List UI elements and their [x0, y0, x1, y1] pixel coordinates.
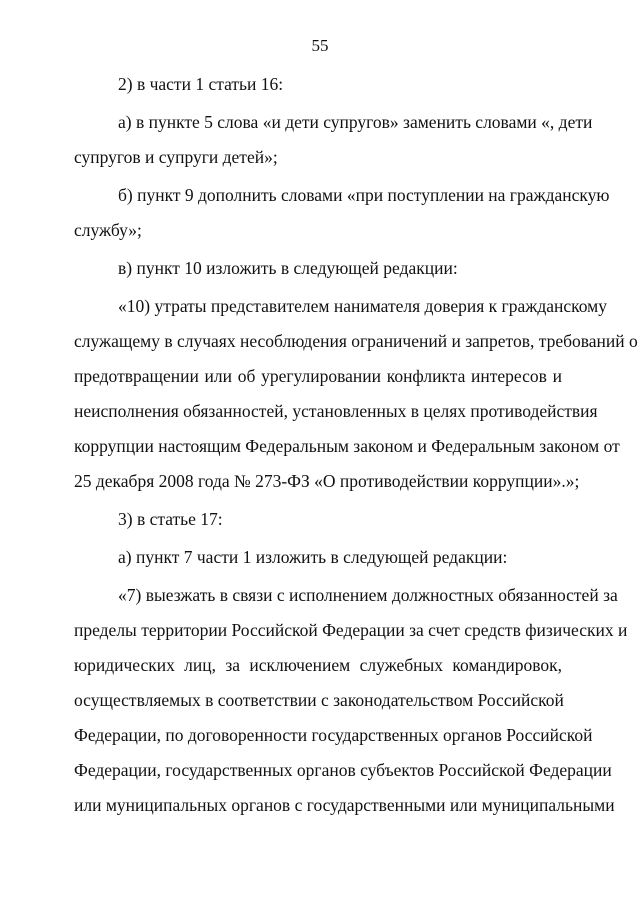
- text-line: коррупции настоящим Федеральным законом и Федеральным законом от: [74, 436, 620, 456]
- paragraph: [74, 66, 562, 102]
- text-line: Федерации, государственных органов субъектов Российской Федерации: [74, 760, 612, 780]
- text-line: 3) в статье 17:: [118, 509, 223, 529]
- text-line: предотвращении или об урегулировании конфликта интересов и: [74, 366, 562, 386]
- text-line: пределы территории Российской Федерации за счет средств физических и: [74, 620, 628, 640]
- text-line: службу»;: [74, 220, 142, 240]
- text-line: служащему в случаях несоблюдения ограничений и запретов, требований о: [74, 331, 638, 351]
- text-line: юридических лиц, за исключением служебных командировок,: [74, 655, 562, 675]
- text-line: или муниципальных органов с государственными или муниципальными: [74, 795, 615, 815]
- paragraph: [74, 501, 562, 537]
- text-line: а) в пункте 5 слова «и дети супругов» заменить словами «, дети: [118, 112, 593, 132]
- text-line: супругов и супруги детей»;: [74, 147, 278, 167]
- text-line: «7) выезжать в связи с исполнением должностных обязанностей за: [118, 585, 618, 605]
- page-number: 55: [311, 36, 329, 55]
- paragraph: [74, 577, 628, 823]
- text-line: «10) утраты представителем нанимателя доверия к гражданскому: [118, 296, 608, 316]
- document-body: [74, 66, 638, 823]
- text-line: б) пункт 9 дополнить словами «при поступлении на гражданскую: [118, 185, 610, 205]
- text-line: осуществляемых в соответствии с законодательством Российской: [74, 690, 564, 710]
- paragraph: [74, 288, 638, 499]
- paragraph: [74, 250, 562, 286]
- text-line: 25 декабря 2008 года № 273-ФЗ «О противодействии коррупции».»;: [74, 471, 580, 491]
- paragraph: [74, 539, 562, 575]
- text-line: а) пункт 7 части 1 изложить в следующей редакции:: [118, 547, 508, 567]
- text-line: неисполнения обязанностей, установленных в целях противодействия: [74, 401, 598, 421]
- text-line: Федерации, по договоренности государственных органов Российской: [74, 725, 593, 745]
- paragraph: [74, 177, 610, 248]
- text-line: 2) в части 1 статьи 16:: [118, 74, 284, 94]
- paragraph: [74, 104, 593, 175]
- text-line: в) пункт 10 изложить в следующей редакции:: [118, 258, 458, 278]
